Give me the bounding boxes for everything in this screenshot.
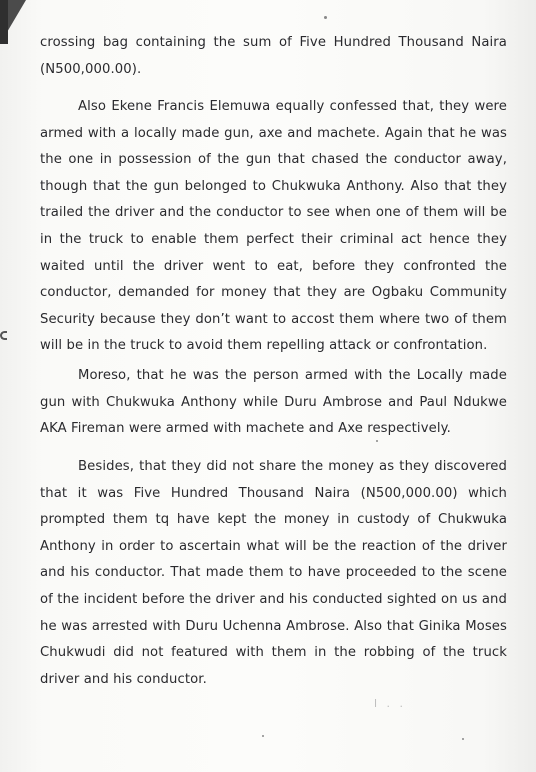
paragraph-4: Besides, that they did not share the money as they discovered that it was Five Hundred Thousand Naira (N500,000.00) which prompted them tq have kept the money in custody of Chukwuka Anthony in order to ascertain what will be the reaction of the driver and his conductor. That made them to have proceeded to the scene of the incident before the driver and his conducted sighted on us and he was arrested with Duru Uchenna Ambrose. Also that Ginika Moses Chukwudi did not featured with them in the robbing of the truck driver and his conductor.	[40, 459, 507, 687]
scan-speck	[462, 738, 464, 740]
page-edge-mark	[0, 331, 7, 340]
paragraph-1: crossing bag containing the sum of Five Hundred Thousand Naira (N500,000.00).	[40, 35, 507, 77]
scan-speck	[324, 16, 327, 19]
faint-scan-mark: l . .	[374, 697, 407, 710]
scan-speck	[262, 735, 264, 737]
paragraph-3: Moreso, that he was the person armed with the Locally made gun with Chukwuka Anthony while Duru Ambrose and Paul Ndukwe AKA Fireman were armed with machete and Axe respectively.	[40, 368, 507, 437]
folded-corner-shadow	[0, 0, 8, 44]
paragraph-2: Also Ekene Francis Elemuwa equally confessed that, they were armed with a locally made gun, axe and machete. Again that he was the one in possession of the gun that chased the conductor away, though that the gun belonged to Chukwuka Anthony. Also that they trailed the driver and the conductor to see when one of them will be in the truck to enable them perfect their criminal act hence they waited until the driver went to eat, before they confronted the conductor, demanded for money that they are Ogbaku Community Security because they don’t want to accost them where two of them will be in the truck to avoid them repelling attack or confrontation.	[40, 99, 507, 354]
